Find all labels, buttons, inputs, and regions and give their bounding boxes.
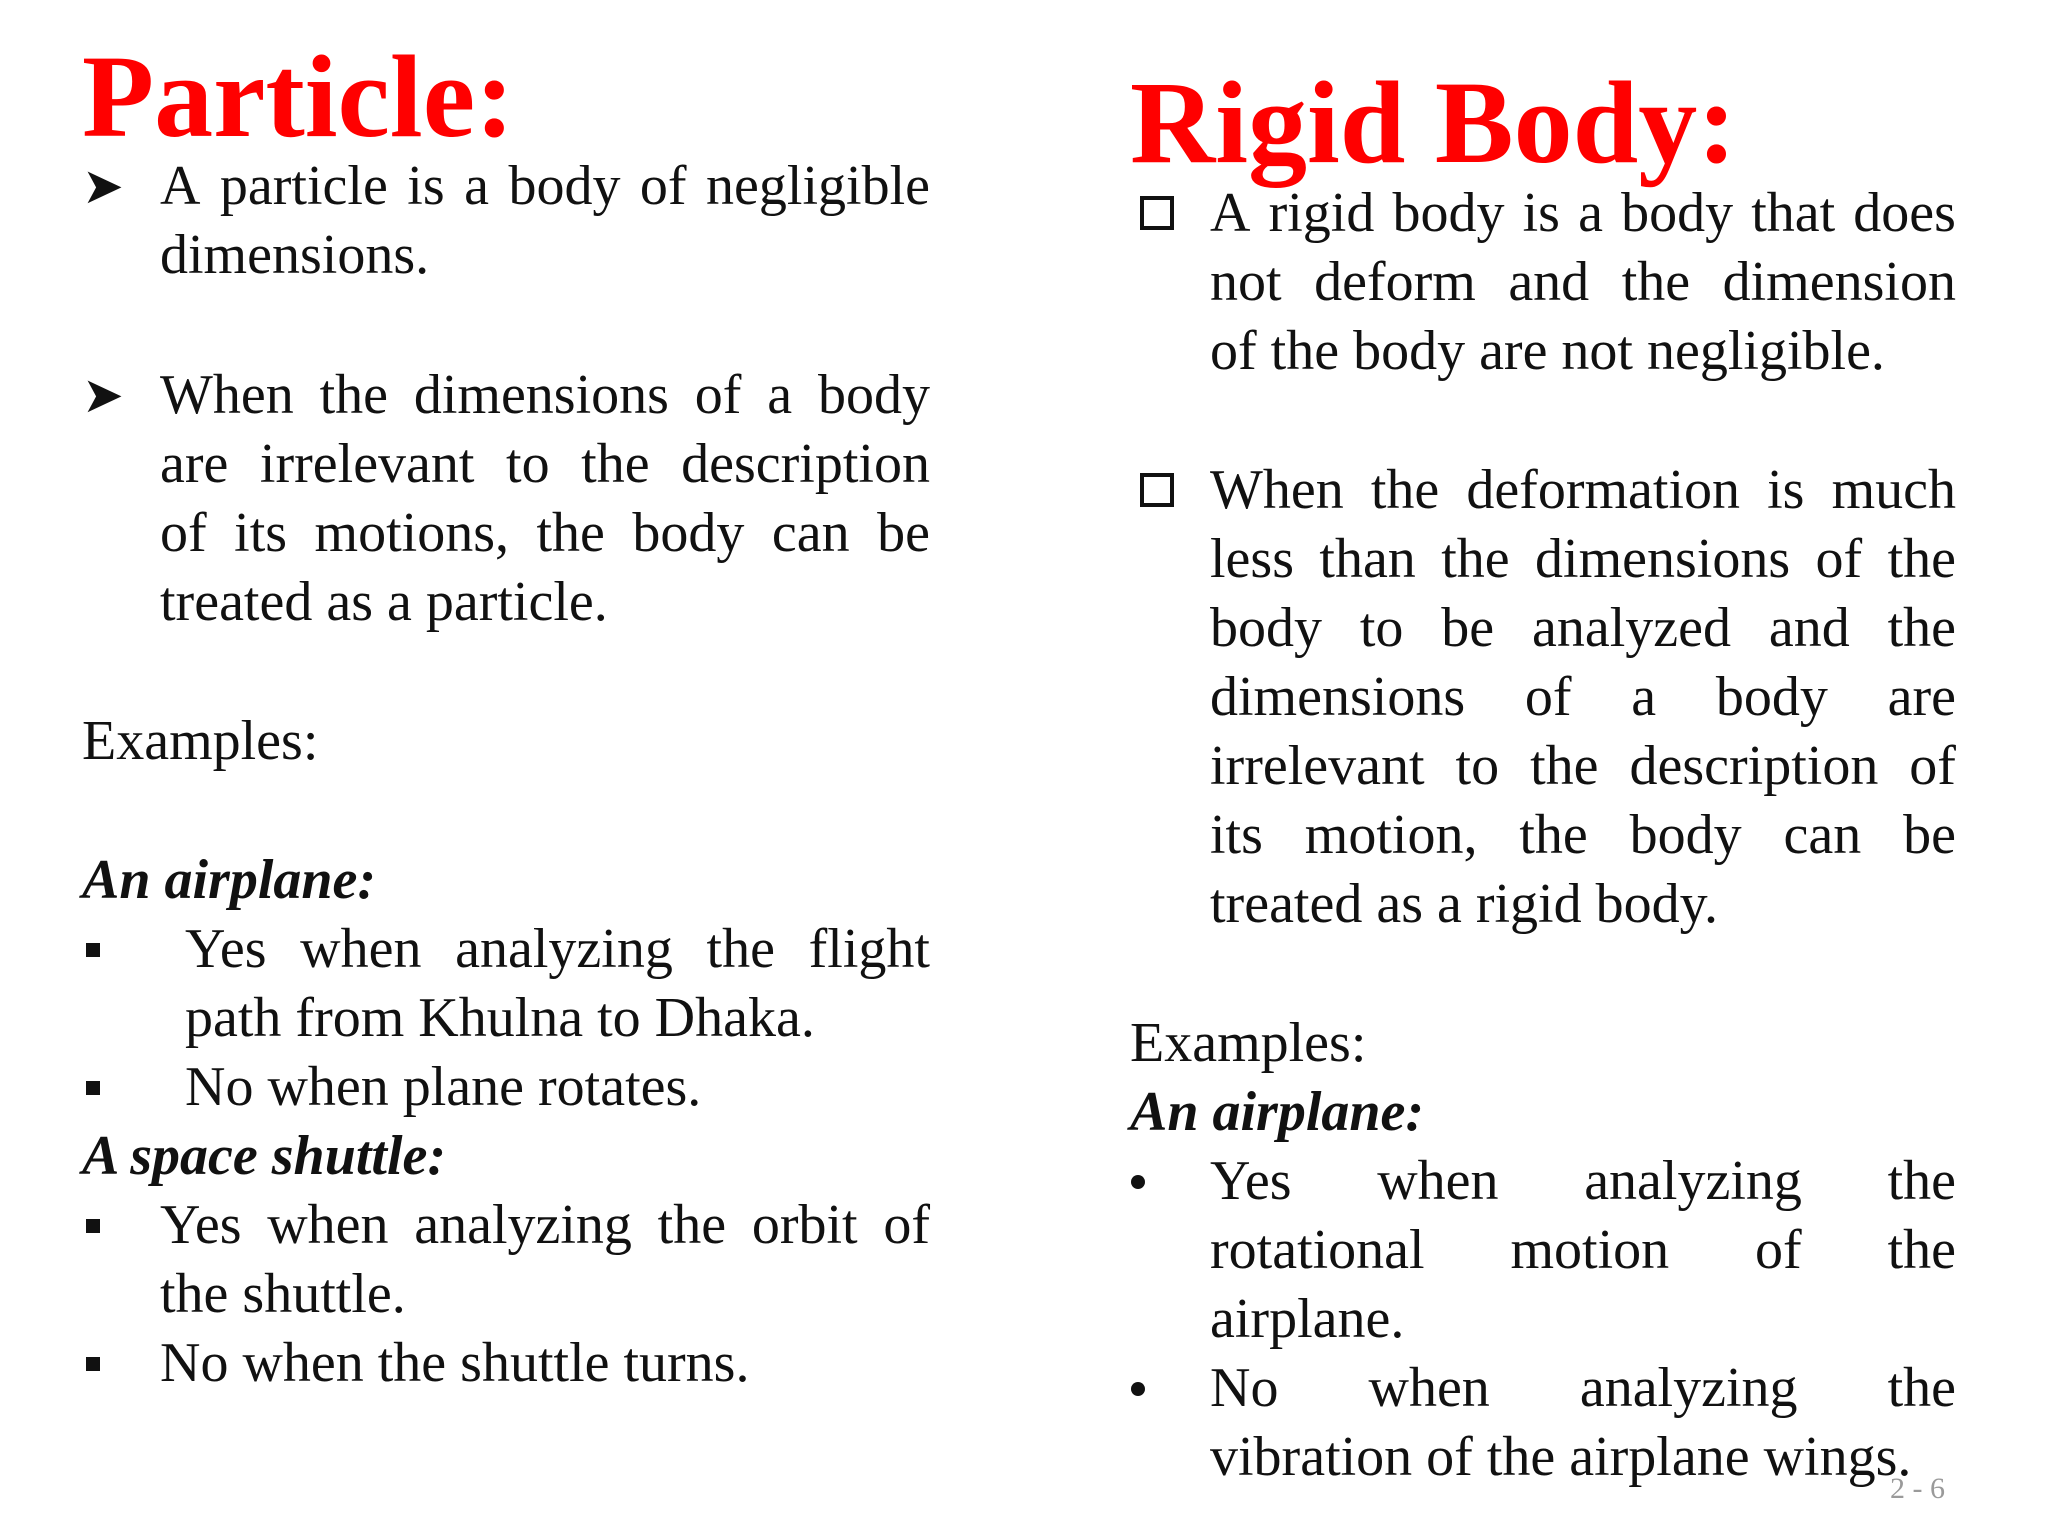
round-bullet-icon <box>1131 1382 1145 1396</box>
word: the <box>1887 1150 1956 1212</box>
rigid-bullet2-line2 <box>1210 525 1956 594</box>
word: the <box>706 918 775 980</box>
square-bullet-icon <box>86 943 100 957</box>
word: that <box>1751 182 1836 244</box>
word: analyzing <box>1579 1357 1798 1419</box>
word: the <box>1887 1219 1956 1281</box>
word: a <box>464 155 489 217</box>
word: can <box>1783 804 1862 866</box>
particle-examples-label: Examples: <box>82 710 319 772</box>
rigid-airplane-item2-line2: vibration of the airplane wings. <box>1210 1426 1912 1488</box>
rigid-bullet2-line1 <box>1210 456 1956 525</box>
particle-bullet2-line4: treated as a particle. <box>160 571 608 633</box>
word: body <box>1621 182 1734 244</box>
word: of <box>883 1194 930 1256</box>
word: A <box>160 155 201 217</box>
word: of <box>160 502 207 564</box>
word: body <box>508 155 621 217</box>
word: is <box>1522 182 1560 244</box>
rigid-airplane-item1-line2 <box>1210 1216 1956 1285</box>
rigid-airplane-label: An airplane: <box>1130 1081 1425 1143</box>
word: the <box>657 1194 727 1256</box>
word: of <box>694 364 742 426</box>
square-bullet-icon <box>86 1219 100 1233</box>
word: of <box>1524 666 1572 728</box>
word: When <box>1210 459 1344 521</box>
word: dimensions <box>1535 528 1791 590</box>
square-bullet-icon <box>86 1081 100 1095</box>
word: body <box>1715 666 1828 728</box>
arrowhead-bullet-icon: ➤ <box>82 158 124 214</box>
word: irrelevant <box>259 433 475 495</box>
word: the <box>1519 804 1588 866</box>
word: A <box>1210 182 1251 244</box>
word: body <box>1210 597 1322 659</box>
word: body <box>818 364 930 426</box>
word: particle <box>219 155 388 217</box>
word: less <box>1210 528 1294 590</box>
word: rotational <box>1210 1219 1425 1281</box>
word: deformation <box>1466 459 1741 521</box>
word: the <box>581 433 650 495</box>
arrowhead-bullet-icon: ➤ <box>82 367 124 423</box>
particle-bullet1-line2: dimensions. <box>160 224 430 286</box>
particle-shuttle-item1-line2: the shuttle. <box>160 1263 406 1325</box>
word: When <box>160 364 294 426</box>
rigid-bullet1-line2 <box>1210 248 1956 317</box>
word: No <box>1210 1357 1279 1419</box>
word: irrelevant <box>1210 735 1425 797</box>
word: the <box>1887 597 1956 659</box>
word: the <box>1530 735 1599 797</box>
word: when <box>1377 1150 1499 1212</box>
word: a <box>1631 666 1657 728</box>
word: analyzing <box>455 918 673 980</box>
word: and <box>1768 597 1850 659</box>
rigid-bullet2-line3 <box>1210 594 1956 663</box>
word: deform <box>1314 251 1476 313</box>
word: body <box>1392 182 1505 244</box>
word: negligible <box>706 155 930 217</box>
rigid-bullet2-line5 <box>1210 732 1956 801</box>
word: not <box>1210 251 1282 313</box>
particle-bullet1-line1 <box>160 152 930 221</box>
word: Yes <box>160 1194 242 1256</box>
particle-heading: Particle: <box>82 31 515 162</box>
page-number: 2 - 6 <box>1890 1472 1945 1505</box>
word: motion <box>1510 1219 1670 1281</box>
word: the <box>1887 528 1956 590</box>
word: a <box>1578 182 1603 244</box>
word: flight <box>808 918 930 980</box>
word: to <box>1455 735 1500 797</box>
word: analyzing <box>414 1194 632 1256</box>
word: and <box>1508 251 1590 313</box>
word: orbit <box>751 1194 858 1256</box>
rigid-bullet2-line7: treated as a rigid body. <box>1210 873 1718 935</box>
square-bullet-icon <box>86 1357 100 1371</box>
word: the <box>1621 251 1691 313</box>
word: can <box>771 502 850 564</box>
particle-airplane-label: An airplane: <box>82 849 377 911</box>
word: does <box>1853 182 1956 244</box>
word: of <box>639 155 687 217</box>
particle-bullet2-line1 <box>160 361 930 430</box>
word: to <box>506 433 550 495</box>
word: is <box>407 155 445 217</box>
word: than <box>1319 528 1416 590</box>
rigid-examples-label: Examples: <box>1130 1012 1367 1074</box>
rigid-bullet1-line1 <box>1210 179 1956 248</box>
word: when <box>1368 1357 1490 1419</box>
word: when <box>267 1194 389 1256</box>
word: its <box>1210 804 1263 866</box>
particle-shuttle-item2-line1: No when the shuttle turns. <box>160 1332 750 1394</box>
word: to <box>1359 597 1404 659</box>
word: body <box>1629 804 1742 866</box>
word: are <box>160 433 229 495</box>
word: the <box>1441 528 1510 590</box>
particle-shuttle-item1-line1 <box>160 1191 930 1260</box>
word: when <box>300 918 422 980</box>
word: a <box>767 364 793 426</box>
rigid-airplane-item1-line1 <box>1210 1147 1956 1216</box>
word: Yes <box>1210 1150 1292 1212</box>
particle-bullet2-line2 <box>160 430 930 499</box>
word: the <box>1370 459 1440 521</box>
particle-airplane-item1-line1 <box>185 915 930 984</box>
word: of <box>1815 528 1863 590</box>
particle-airplane-item1-line2: path from Khulna to Dhaka. <box>185 987 815 1049</box>
rigid-bullet2-line4 <box>1210 663 1956 732</box>
word: of <box>1909 735 1956 797</box>
word: dimensions <box>1210 666 1466 728</box>
word: the <box>536 502 605 564</box>
word: be <box>877 502 930 564</box>
word: be <box>1441 597 1495 659</box>
checkbox-bullet-icon <box>1136 192 1172 228</box>
word: is <box>1767 459 1805 521</box>
word: are <box>1887 666 1956 728</box>
round-bullet-icon <box>1131 1175 1145 1189</box>
particle-bullet2-line3 <box>160 499 930 568</box>
word: description <box>681 433 930 495</box>
particle-airplane-item2-line1: No when plane rotates. <box>185 1056 702 1118</box>
word: dimensions <box>413 364 669 426</box>
rigid-bullet1-line3: of the body are not negligible. <box>1210 320 1885 382</box>
word: motion, <box>1304 804 1478 866</box>
word: the <box>1887 1357 1956 1419</box>
word: the <box>319 364 388 426</box>
word: Yes <box>185 918 267 980</box>
rigid-body-heading: Rigid Body: <box>1130 57 1737 188</box>
word: rigid <box>1268 182 1375 244</box>
word: analyzing <box>1584 1150 1802 1212</box>
particle-shuttle-label: A space shuttle: <box>82 1125 447 1187</box>
rigid-airplane-item1-line3: airplane. <box>1210 1288 1405 1350</box>
word: body <box>632 502 745 564</box>
word: analyzed <box>1532 597 1731 659</box>
word: description <box>1629 735 1879 797</box>
word: of <box>1755 1219 1802 1281</box>
word: be <box>1903 804 1956 866</box>
word: dimension <box>1722 251 1956 313</box>
word: much <box>1831 459 1956 521</box>
rigid-airplane-item2-line1 <box>1210 1354 1956 1423</box>
checkbox-bullet-icon <box>1136 469 1172 505</box>
word: motions, <box>314 502 510 564</box>
rigid-bullet2-line6 <box>1210 801 1956 870</box>
word: its <box>234 502 288 564</box>
